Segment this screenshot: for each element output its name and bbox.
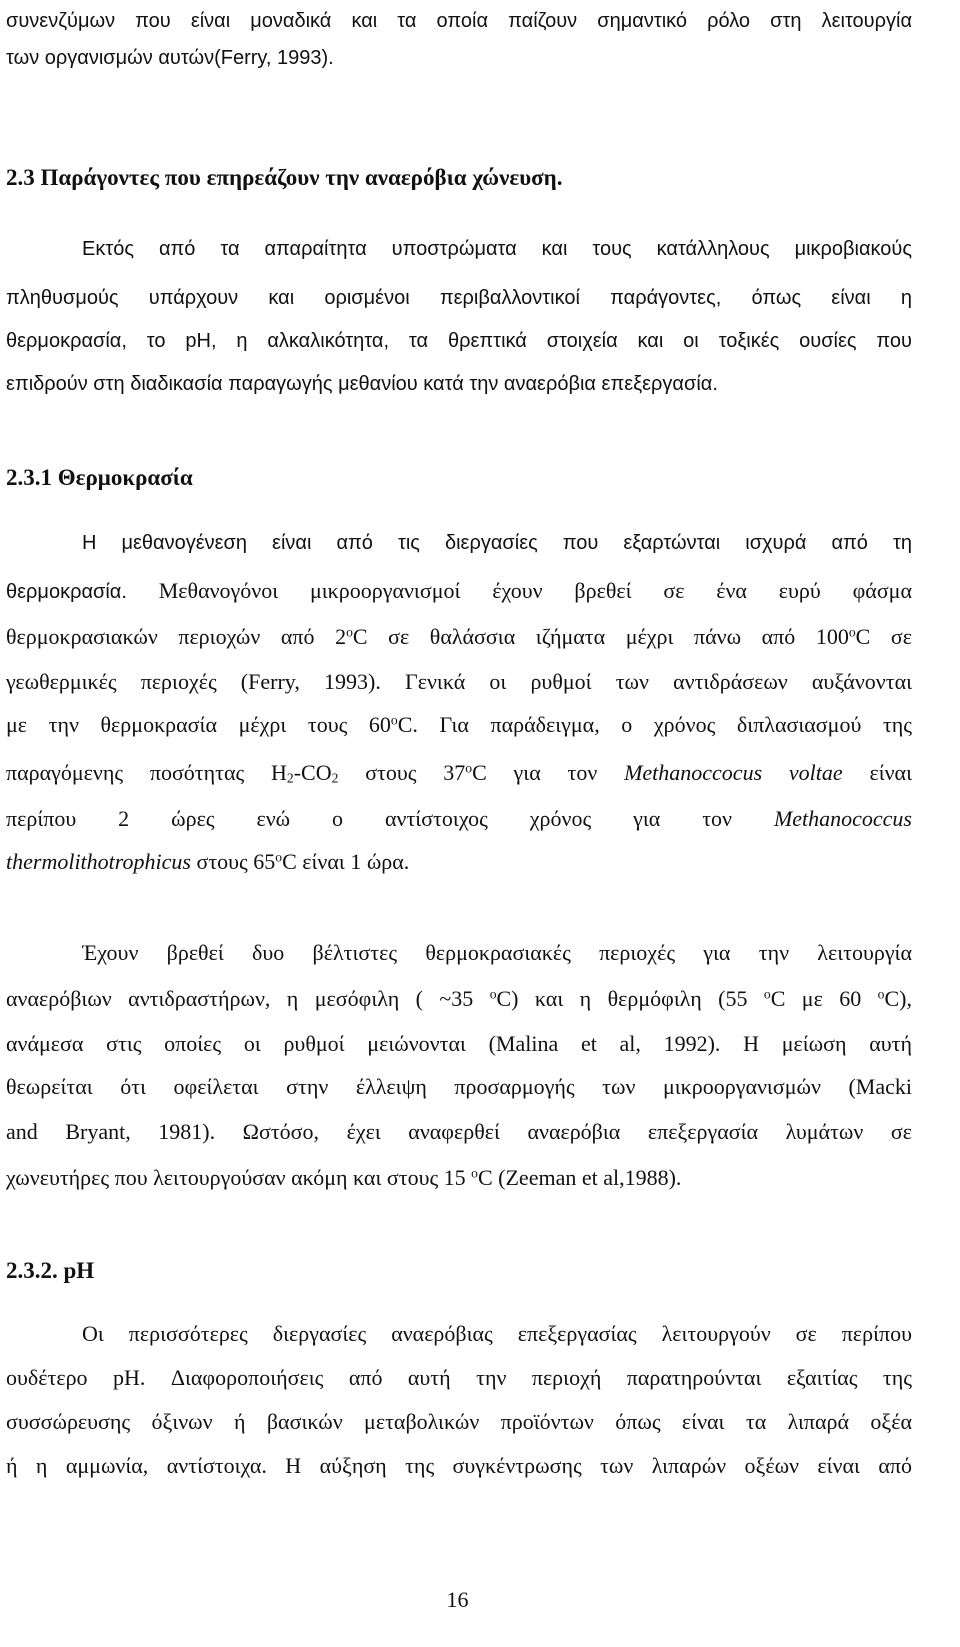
page-number: 16 bbox=[446, 1587, 469, 1612]
text-line: συσσώρευσης όξινων ή βασικών μεταβολικών προϊόντων όπως είναι τα λιπαρά οξέα bbox=[6, 1409, 912, 1434]
text-line bbox=[6, 576, 912, 606]
text-line bbox=[6, 758, 912, 788]
text-span: παραγόμενης ποσότητας H bbox=[6, 760, 287, 785]
text-line: επιδρούν στη διαδικασία παραγωγής μεθανίου κατά την αναερόβια επεξεργασία. bbox=[6, 373, 718, 395]
text-span: Διαφοροποιήσεις από αυτή την περιοχή παρατηρούνται εξαιτίας της bbox=[170, 1365, 912, 1390]
text-line: θεωρείται ότι οφείλεται στην έλλειψη προσαρμογής των μικροοργανισμών (Macki bbox=[6, 1074, 912, 1099]
text-span: C για τον bbox=[472, 760, 625, 785]
text-line bbox=[6, 1451, 912, 1481]
text-span: Για παράδειγμα, ο χρόνος διπλασιασμού της bbox=[439, 712, 912, 737]
species-name: Methanococcus bbox=[773, 806, 912, 831]
text-span: θερμοκρασία. bbox=[6, 581, 127, 603]
text-span: είναι bbox=[842, 760, 912, 785]
degree-superscript: o bbox=[471, 1165, 478, 1181]
text-line bbox=[6, 804, 912, 834]
text-span: στους 37 bbox=[338, 760, 466, 785]
text-span: περίπου 2 ώρες ενώ ο αντίστοιχος χρόνος για τον bbox=[6, 806, 774, 831]
text-span: αναερόβιων αντιδραστήρων, η μεσόφιλη ( ~35 bbox=[6, 986, 490, 1011]
text-line bbox=[6, 1029, 912, 1059]
degree-superscript: o bbox=[848, 624, 856, 640]
text-line bbox=[6, 984, 912, 1014]
text-line bbox=[6, 1163, 912, 1193]
text-span: στους 65 bbox=[190, 849, 276, 874]
text-span: C σε bbox=[855, 624, 912, 649]
text-line: Οι περισσότερες διεργασίες αναερόβιας επεξεργασίας λειτουργούν σε περίπου bbox=[82, 1321, 912, 1346]
degree-superscript: o bbox=[390, 712, 398, 728]
text-span: C είναι 1 ώρα. bbox=[282, 849, 410, 874]
subsection-heading: 2.3.1 Θερμοκρασία bbox=[6, 465, 193, 490]
text-line: θερμοκρασία, το pH, η αλκαλικότητα, τα θρεπτικά στοιχεία και οι τοξικές ουσίες που bbox=[6, 330, 912, 352]
text-span: Γενικά οι ρυθμοί των αντιδράσεων αυξάνονται bbox=[405, 669, 912, 694]
text-line: Έχουν βρεθεί δυο βέλτιστες θερμοκρασιακές περιοχές για την λειτουργία bbox=[82, 940, 912, 965]
text-span: με την θερμοκρασία μέχρι τους 60 bbox=[6, 712, 391, 737]
text-line: πληθυσμούς υπάρχουν και ορισμένοι περιβαλλοντικοί παράγοντες, όπως είναι η bbox=[6, 287, 912, 309]
text-span: C), bbox=[884, 986, 912, 1011]
text-span: C. bbox=[397, 712, 418, 737]
text-line: συνενζύμων που είναι μοναδικά και τα οποία παίζουν σημαντικό ρόλο στη λειτουργία bbox=[6, 10, 912, 32]
species-name: thermolithotrophicus bbox=[6, 849, 191, 874]
text-span: ουδέτερο pH. bbox=[6, 1365, 146, 1390]
text-line bbox=[6, 1363, 912, 1393]
text-span: θερμοκρασιακών περιοχών από 2 bbox=[6, 624, 347, 649]
text-span: ή η αμμωνία, αντίστοιχα. bbox=[6, 1453, 267, 1478]
degree-superscript: o bbox=[465, 760, 473, 776]
text-line bbox=[6, 847, 912, 877]
text-span bbox=[6, 712, 418, 737]
text-line bbox=[6, 622, 912, 652]
degree-superscript: o bbox=[489, 986, 497, 1002]
text-span: C σε θαλάσσια ιζήματα μέχρι πάνω από 100 bbox=[352, 624, 849, 649]
degree-superscript: o bbox=[877, 986, 885, 1002]
subscript: 2 bbox=[331, 770, 339, 786]
text-line: and Bryant, 1981). Ωστόσο, έχει αναφερθεί αναερόβια επεξεργασία λυμάτων σε bbox=[6, 1119, 912, 1144]
species-name: Methanoccocus voltae bbox=[624, 760, 843, 785]
degree-superscript: o bbox=[763, 986, 771, 1002]
degree-superscript: o bbox=[275, 849, 283, 865]
text-line: Εκτός από τα απαραίτητα υποστρώματα και τους κατάλληλους μικροβιακούς bbox=[82, 238, 912, 260]
text-span: -CO bbox=[293, 760, 332, 785]
text-line: των οργανισμών αυτών(Ferry, 1993). bbox=[6, 47, 334, 69]
text-span: Η αύξηση της συγκέντρωσης των λιπαρών οξέων είναι από bbox=[285, 1453, 912, 1478]
subscript: 2 bbox=[286, 770, 294, 786]
text-span: ανάμεσα στις οποίες οι ρυθμοί μειώνονται (Malina et al, 1992). bbox=[6, 1031, 721, 1056]
text-span: C (Zeeman et al,1988). bbox=[477, 1165, 682, 1190]
text-span: χωνευτήρες που λειτουργούσαν ακόμη και στους 15 bbox=[6, 1165, 472, 1190]
text-span: C) και η θερμόφιλη (55 bbox=[496, 986, 764, 1011]
text-line bbox=[6, 667, 912, 697]
text-span: Η μείωση αυτή bbox=[743, 1031, 912, 1056]
degree-superscript: o bbox=[346, 624, 353, 640]
subsection-heading: 2.3.2. pH bbox=[6, 1258, 95, 1283]
text-line: Η μεθανογένεση είναι από τις διεργασίες που εξαρτώνται ισχυρά από τη bbox=[82, 532, 912, 554]
text-span: C με 60 bbox=[770, 986, 878, 1011]
text-span: Μεθανογόνοι μικροοργανισμοί έχουν βρεθεί σε ένα ευρύ φάσμα bbox=[158, 578, 912, 603]
text-line bbox=[6, 710, 912, 740]
text-span: γεωθερμικές περιοχές (Ferry, 1993). bbox=[6, 669, 381, 694]
section-heading: 2.3 Παράγοντες που επηρεάζουν την αναερόβια χώνευση. bbox=[6, 165, 563, 190]
